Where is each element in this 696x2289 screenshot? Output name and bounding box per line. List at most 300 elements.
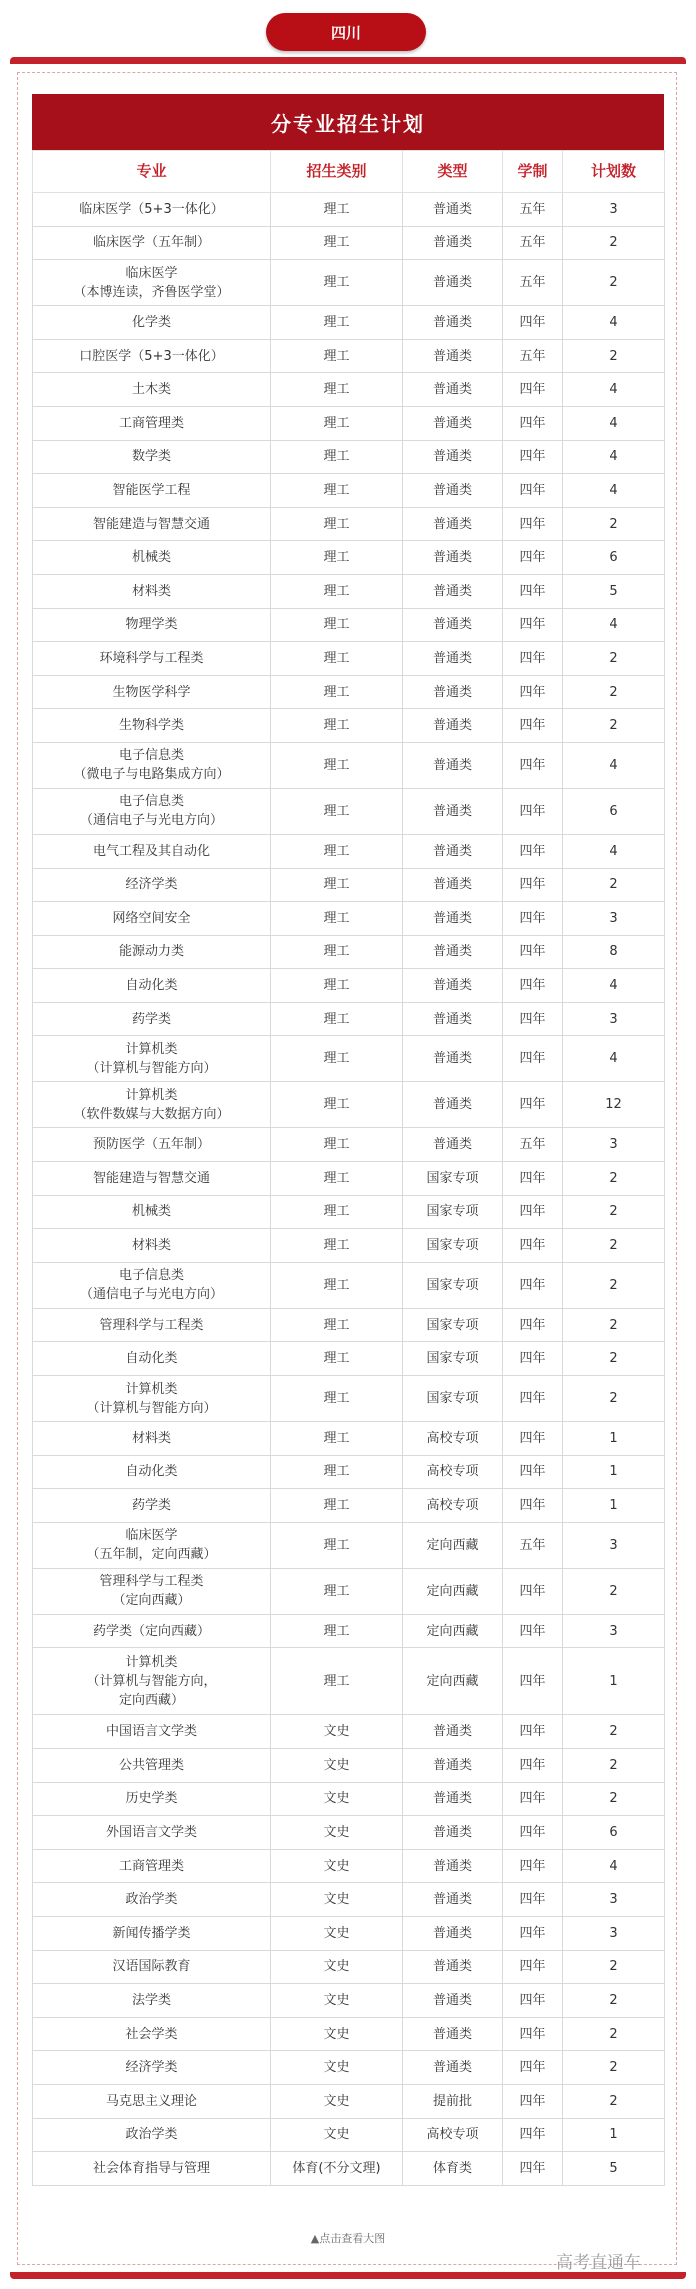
table-row [33, 541, 665, 575]
table-body [33, 193, 665, 2186]
table-row [33, 1782, 665, 1816]
table-row [33, 440, 665, 474]
cell-duration: 四年 [503, 2084, 563, 2118]
cell-category: 理工 [271, 1568, 403, 1614]
cell-category: 理工 [271, 440, 403, 474]
table-row [33, 306, 665, 340]
table-row [33, 788, 665, 834]
cell-category: 理工 [271, 339, 403, 373]
cell-duration: 四年 [503, 1195, 563, 1229]
cell-type: 普通类 [403, 1950, 503, 1984]
cell-plan-count: 2 [563, 709, 665, 743]
cell-type: 普通类 [403, 788, 503, 834]
cell-type: 普通类 [403, 709, 503, 743]
cell-duration: 四年 [503, 440, 563, 474]
cell-plan-count: 2 [563, 868, 665, 902]
cell-duration: 四年 [503, 1849, 563, 1883]
cell-duration: 四年 [503, 1489, 563, 1523]
cell-plan-count: 2 [563, 2051, 665, 2085]
cell-plan-count: 2 [563, 2084, 665, 2118]
cell-type: 国家专项 [403, 1162, 503, 1196]
cell-type: 普通类 [403, 675, 503, 709]
cell-category: 理工 [271, 406, 403, 440]
cell-major: 机械类 [33, 541, 271, 575]
cell-plan-count: 2 [563, 1229, 665, 1263]
cell-type: 普通类 [403, 1883, 503, 1917]
cell-major: 生物科学类 [33, 709, 271, 743]
cell-plan-count: 6 [563, 1816, 665, 1850]
cell-major: 管理科学与工程类 （定向西藏） [33, 1568, 271, 1614]
cell-type: 国家专项 [403, 1229, 503, 1263]
cell-category: 理工 [271, 226, 403, 260]
cell-major: 临床医学（5+3一体化） [33, 193, 271, 227]
table-row [33, 1950, 665, 1984]
cell-type: 普通类 [403, 193, 503, 227]
cell-plan-count: 2 [563, 1568, 665, 1614]
cell-plan-count: 2 [563, 260, 665, 306]
cell-plan-count: 4 [563, 742, 665, 788]
cell-category: 理工 [271, 1376, 403, 1422]
cell-type: 普通类 [403, 902, 503, 936]
cell-major: 药学类 [33, 1489, 271, 1523]
cell-major: 新闻传播学类 [33, 1916, 271, 1950]
cell-category: 理工 [271, 868, 403, 902]
cell-type: 普通类 [403, 969, 503, 1003]
cell-type: 普通类 [403, 1816, 503, 1850]
cell-duration: 四年 [503, 1422, 563, 1456]
cell-duration: 四年 [503, 868, 563, 902]
cell-duration: 四年 [503, 1455, 563, 1489]
cell-plan-count: 4 [563, 969, 665, 1003]
cell-major: 公共管理类 [33, 1749, 271, 1783]
cell-type: 普通类 [403, 1749, 503, 1783]
cell-plan-count: 3 [563, 1614, 665, 1648]
table-row [33, 1342, 665, 1376]
cell-major: 计算机类 （计算机与智能方向） [33, 1036, 271, 1082]
cell-duration: 四年 [503, 1036, 563, 1082]
table-row [33, 1195, 665, 1229]
cell-plan-count: 1 [563, 1648, 665, 1715]
cell-category: 理工 [271, 306, 403, 340]
cell-type: 高校专项 [403, 1422, 503, 1456]
cell-duration: 四年 [503, 1883, 563, 1917]
cell-duration: 四年 [503, 2017, 563, 2051]
cell-plan-count: 4 [563, 406, 665, 440]
cell-type: 普通类 [403, 507, 503, 541]
cell-type: 高校专项 [403, 1455, 503, 1489]
cell-category: 理工 [271, 1489, 403, 1523]
cell-type: 普通类 [403, 834, 503, 868]
table-row [33, 1002, 665, 1036]
cell-category: 理工 [271, 1342, 403, 1376]
cell-type: 普通类 [403, 642, 503, 676]
cell-category: 理工 [271, 1162, 403, 1196]
cell-duration: 四年 [503, 1568, 563, 1614]
cell-category: 文史 [271, 1782, 403, 1816]
table-row [33, 260, 665, 306]
table-row [33, 406, 665, 440]
cell-type: 普通类 [403, 373, 503, 407]
cell-major: 汉语国际教育 [33, 1950, 271, 1984]
cell-major: 智能医学工程 [33, 474, 271, 508]
cell-type: 国家专项 [403, 1262, 503, 1308]
cell-duration: 四年 [503, 2051, 563, 2085]
cell-duration: 四年 [503, 742, 563, 788]
cell-type: 高校专项 [403, 1489, 503, 1523]
cell-category: 理工 [271, 1229, 403, 1263]
cell-duration: 四年 [503, 1376, 563, 1422]
cell-plan-count: 6 [563, 788, 665, 834]
cell-plan-count: 2 [563, 1262, 665, 1308]
cell-major: 电子信息类 （通信电子与光电方向） [33, 1262, 271, 1308]
cell-major: 政治学类 [33, 1883, 271, 1917]
cell-plan-count: 4 [563, 1036, 665, 1082]
cell-major: 能源动力类 [33, 935, 271, 969]
cell-duration: 四年 [503, 2118, 563, 2152]
cell-type: 普通类 [403, 1916, 503, 1950]
cell-category: 理工 [271, 1648, 403, 1715]
cell-duration: 四年 [503, 1749, 563, 1783]
cell-duration: 四年 [503, 1816, 563, 1850]
cell-type: 普通类 [403, 742, 503, 788]
cell-category: 文史 [271, 1749, 403, 1783]
header-plan-count: 计划数 [563, 151, 665, 193]
table-row [33, 642, 665, 676]
cell-duration: 四年 [503, 541, 563, 575]
cell-major: 临床医学（五年制） [33, 226, 271, 260]
cell-major: 自动化类 [33, 969, 271, 1003]
cell-plan-count: 2 [563, 1195, 665, 1229]
table-row [33, 742, 665, 788]
cell-duration: 四年 [503, 1950, 563, 1984]
cell-major: 工商管理类 [33, 406, 271, 440]
cell-duration: 四年 [503, 834, 563, 868]
cell-plan-count: 5 [563, 2152, 665, 2186]
cell-plan-count: 4 [563, 608, 665, 642]
cell-type: 普通类 [403, 1984, 503, 2018]
table-row [33, 1455, 665, 1489]
view-large-image-hint[interactable]: ▲点击查看大图 [310, 2232, 386, 2245]
table-row [33, 1883, 665, 1917]
cell-plan-count: 4 [563, 834, 665, 868]
table-row [33, 709, 665, 743]
table-row [33, 1984, 665, 2018]
table-row [33, 1648, 665, 1715]
cell-plan-count: 2 [563, 226, 665, 260]
cell-plan-count: 3 [563, 1916, 665, 1950]
cell-type: 定向西藏 [403, 1648, 503, 1715]
header-type: 类型 [403, 151, 503, 193]
table-row [33, 226, 665, 260]
cell-type: 普通类 [403, 440, 503, 474]
cell-major: 中国语言文学类 [33, 1715, 271, 1749]
cell-major: 自动化类 [33, 1455, 271, 1489]
cell-duration: 四年 [503, 1002, 563, 1036]
cell-category: 体育(不分文理) [271, 2152, 403, 2186]
cell-major: 数学类 [33, 440, 271, 474]
cell-plan-count: 3 [563, 1128, 665, 1162]
cell-major: 预防医学（五年制） [33, 1128, 271, 1162]
cell-plan-count: 2 [563, 1984, 665, 2018]
frame-top-border [10, 57, 686, 64]
cell-duration: 四年 [503, 507, 563, 541]
cell-duration: 四年 [503, 1162, 563, 1196]
cell-type: 体育类 [403, 2152, 503, 2186]
cell-major: 工商管理类 [33, 1849, 271, 1883]
cell-major: 智能建造与智慧交通 [33, 1162, 271, 1196]
cell-type: 定向西藏 [403, 1568, 503, 1614]
cell-duration: 四年 [503, 406, 563, 440]
cell-category: 理工 [271, 1262, 403, 1308]
cell-duration: 四年 [503, 969, 563, 1003]
cell-major: 社会体育指导与管理 [33, 2152, 271, 2186]
table-row [33, 2017, 665, 2051]
cell-category: 理工 [271, 574, 403, 608]
cell-duration: 五年 [503, 339, 563, 373]
table-row [33, 834, 665, 868]
cell-plan-count: 12 [563, 1082, 665, 1128]
table-row [33, 1749, 665, 1783]
table-row [33, 1229, 665, 1263]
cell-major: 材料类 [33, 574, 271, 608]
cell-major: 土木类 [33, 373, 271, 407]
cell-major: 马克思主义理论 [33, 2084, 271, 2118]
cell-plan-count: 2 [563, 339, 665, 373]
cell-type: 普通类 [403, 1036, 503, 1082]
cell-plan-count: 6 [563, 541, 665, 575]
cell-major: 智能建造与智慧交通 [33, 507, 271, 541]
cell-duration: 四年 [503, 1308, 563, 1342]
table-row [33, 1849, 665, 1883]
table-row [33, 1082, 665, 1128]
cell-major: 生物医学科学 [33, 675, 271, 709]
cell-major: 材料类 [33, 1422, 271, 1456]
cell-duration: 四年 [503, 902, 563, 936]
cell-type: 普通类 [403, 868, 503, 902]
table-row [33, 1568, 665, 1614]
cell-duration: 四年 [503, 306, 563, 340]
cell-duration: 五年 [503, 226, 563, 260]
cell-plan-count: 2 [563, 1950, 665, 1984]
cell-type: 普通类 [403, 2017, 503, 2051]
cell-category: 理工 [271, 1002, 403, 1036]
table-row [33, 675, 665, 709]
cell-plan-count: 2 [563, 1376, 665, 1422]
cell-category: 文史 [271, 1950, 403, 1984]
cell-category: 理工 [271, 1195, 403, 1229]
table-row [33, 1162, 665, 1196]
cell-category: 文史 [271, 1849, 403, 1883]
table-row [33, 2152, 665, 2186]
cell-category: 理工 [271, 1128, 403, 1162]
cell-duration: 四年 [503, 788, 563, 834]
cell-duration: 四年 [503, 1782, 563, 1816]
table-row [33, 1422, 665, 1456]
cell-category: 文史 [271, 2118, 403, 2152]
table-row [33, 1715, 665, 1749]
cell-duration: 四年 [503, 642, 563, 676]
cell-plan-count: 1 [563, 1422, 665, 1456]
cell-plan-count: 3 [563, 1883, 665, 1917]
cell-category: 理工 [271, 193, 403, 227]
cell-category: 理工 [271, 642, 403, 676]
cell-type: 国家专项 [403, 1342, 503, 1376]
cell-plan-count: 2 [563, 1782, 665, 1816]
cell-major: 计算机类 （软件数媒与大数据方向） [33, 1082, 271, 1128]
cell-plan-count: 3 [563, 1002, 665, 1036]
cell-category: 理工 [271, 709, 403, 743]
cell-major: 物理学类 [33, 608, 271, 642]
cell-major: 社会学类 [33, 2017, 271, 2051]
table-row [33, 969, 665, 1003]
cell-major: 临床医学 （五年制，定向西藏） [33, 1522, 271, 1568]
table-row [33, 373, 665, 407]
cell-major: 经济学类 [33, 868, 271, 902]
cell-plan-count: 4 [563, 306, 665, 340]
cell-category: 理工 [271, 834, 403, 868]
table-row [33, 902, 665, 936]
province-tab[interactable]: 四川 [266, 13, 426, 51]
cell-type: 高校专项 [403, 2118, 503, 2152]
cell-plan-count: 2 [563, 507, 665, 541]
cell-category: 文史 [271, 2084, 403, 2118]
cell-category: 理工 [271, 1422, 403, 1456]
cell-duration: 四年 [503, 675, 563, 709]
table-row [33, 1614, 665, 1648]
table-row [33, 574, 665, 608]
cell-category: 理工 [271, 969, 403, 1003]
table-row [33, 2118, 665, 2152]
cell-category: 理工 [271, 1522, 403, 1568]
cell-category: 理工 [271, 675, 403, 709]
cell-category: 理工 [271, 1036, 403, 1082]
cell-type: 普通类 [403, 1782, 503, 1816]
cell-category: 理工 [271, 541, 403, 575]
cell-major: 计算机类 （计算机与智能方向， 定向西藏） [33, 1648, 271, 1715]
table-row [33, 1816, 665, 1850]
enrollment-plan-table [32, 150, 665, 2186]
cell-type: 定向西藏 [403, 1522, 503, 1568]
cell-plan-count: 3 [563, 1522, 665, 1568]
cell-duration: 五年 [503, 1522, 563, 1568]
cell-type: 普通类 [403, 935, 503, 969]
cell-major: 临床医学 （本博连读，齐鲁医学堂） [33, 260, 271, 306]
cell-plan-count: 3 [563, 193, 665, 227]
table-row [33, 1522, 665, 1568]
cell-major: 化学类 [33, 306, 271, 340]
cell-type: 普通类 [403, 260, 503, 306]
cell-duration: 四年 [503, 1984, 563, 2018]
cell-plan-count: 2 [563, 1749, 665, 1783]
table-row [33, 2051, 665, 2085]
cell-major: 材料类 [33, 1229, 271, 1263]
cell-category: 理工 [271, 788, 403, 834]
watermark: 高考直通车 [556, 2253, 641, 2273]
cell-category: 理工 [271, 1455, 403, 1489]
cell-category: 文史 [271, 1916, 403, 1950]
cell-plan-count: 8 [563, 935, 665, 969]
cell-category: 理工 [271, 373, 403, 407]
header-duration: 学制 [503, 151, 563, 193]
table-row [33, 474, 665, 508]
cell-category: 文史 [271, 1883, 403, 1917]
cell-major: 环境科学与工程类 [33, 642, 271, 676]
cell-type: 国家专项 [403, 1308, 503, 1342]
cell-major: 历史学类 [33, 1782, 271, 1816]
cell-category: 文史 [271, 1816, 403, 1850]
cell-plan-count: 2 [563, 1342, 665, 1376]
cell-category: 理工 [271, 1082, 403, 1128]
cell-category: 文史 [271, 1984, 403, 2018]
header-category: 招生类别 [271, 151, 403, 193]
cell-duration: 四年 [503, 474, 563, 508]
cell-major: 计算机类 （计算机与智能方向） [33, 1376, 271, 1422]
cell-type: 普通类 [403, 474, 503, 508]
cell-category: 文史 [271, 1715, 403, 1749]
cell-major: 管理科学与工程类 [33, 1308, 271, 1342]
table-header-row [33, 151, 665, 193]
cell-duration: 四年 [503, 709, 563, 743]
cell-duration: 四年 [503, 1082, 563, 1128]
cell-type: 国家专项 [403, 1376, 503, 1422]
cell-plan-count: 1 [563, 2118, 665, 2152]
cell-duration: 四年 [503, 1262, 563, 1308]
cell-type: 普通类 [403, 1128, 503, 1162]
cell-type: 普通类 [403, 574, 503, 608]
cell-major: 电子信息类 （通信电子与光电方向） [33, 788, 271, 834]
cell-major: 药学类（定向西藏） [33, 1614, 271, 1648]
cell-category: 文史 [271, 2051, 403, 2085]
cell-type: 普通类 [403, 2051, 503, 2085]
cell-major: 机械类 [33, 1195, 271, 1229]
cell-duration: 四年 [503, 1229, 563, 1263]
table-row [33, 1128, 665, 1162]
cell-plan-count: 2 [563, 2017, 665, 2051]
cell-type: 普通类 [403, 226, 503, 260]
cell-plan-count: 3 [563, 902, 665, 936]
cell-plan-count: 1 [563, 1455, 665, 1489]
cell-type: 定向西藏 [403, 1614, 503, 1648]
cell-major: 药学类 [33, 1002, 271, 1036]
cell-category: 理工 [271, 935, 403, 969]
cell-duration: 五年 [503, 193, 563, 227]
table-row [33, 507, 665, 541]
cell-type: 普通类 [403, 1002, 503, 1036]
cell-type: 普通类 [403, 1849, 503, 1883]
table-row [33, 1308, 665, 1342]
cell-type: 普通类 [403, 541, 503, 575]
cell-category: 理工 [271, 474, 403, 508]
cell-plan-count: 2 [563, 1308, 665, 1342]
plan-table-container [32, 94, 664, 2186]
cell-category: 理工 [271, 608, 403, 642]
cell-plan-count: 4 [563, 373, 665, 407]
table-row [33, 2084, 665, 2118]
cell-plan-count: 2 [563, 642, 665, 676]
cell-plan-count: 1 [563, 1489, 665, 1523]
cell-category: 理工 [271, 1614, 403, 1648]
cell-category: 理工 [271, 1308, 403, 1342]
cell-type: 提前批 [403, 2084, 503, 2118]
cell-plan-count: 4 [563, 440, 665, 474]
cell-major: 经济学类 [33, 2051, 271, 2085]
table-row [33, 1036, 665, 1082]
table-row [33, 1262, 665, 1308]
cell-duration: 五年 [503, 260, 563, 306]
cell-duration: 四年 [503, 1614, 563, 1648]
cell-type: 普通类 [403, 406, 503, 440]
table-row [33, 868, 665, 902]
